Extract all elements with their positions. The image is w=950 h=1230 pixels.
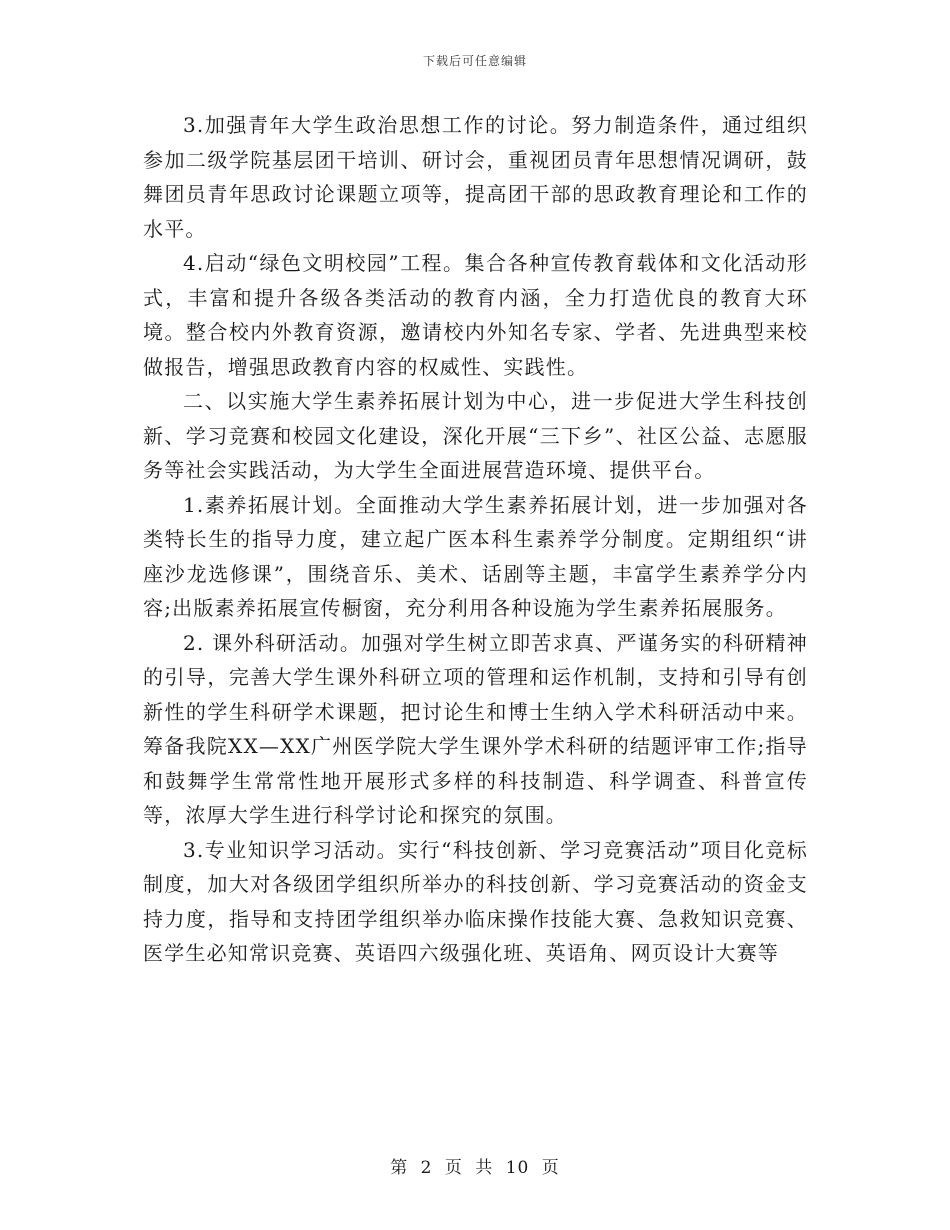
paragraph-3-political-work: 3.加强青年大学生政治思想工作的讨论。努力制造条件，通过组织参加二级学院基层团干培训、研讨会，重视团员青年思想情况调研，鼓舞团员青年思政讨论课题立项等，提高团干部的思政教育理论和工作的水平。: [143, 113, 808, 241]
page-header-note: 下载后可任意编辑: [422, 54, 527, 68]
document-body: [143, 108, 808, 971]
paragraph-section-two: 二、以实施大学生素养拓展计划为中心，进一步促进大学生科技创新、学习竞赛和校园文化建设，深化开展“三下乡”、社区公益、志愿服务等社会实践活动，为大学生全面进展营造环境、提供平台。: [143, 389, 808, 482]
paragraph-3-study-activities: 3.专业知识学习活动。实行“科技创新、学习竞赛活动”项目化竞标制度，加大对各级团学组织所举办的科技创新、学习竞赛活动的资金支持力度，指导和支持团学组织举办临床操作技能大赛、急救知识竞赛、医学生必知常识竞赛、英语四六级强化班、英语角、网页设计大赛等: [143, 837, 808, 965]
page-number-footer: 第 2 页 共 10 页: [390, 1158, 560, 1178]
paragraph-4-green-campus: 4.启动“绿色文明校园”工程。集合各种宣传教育载体和文化活动形式，丰富和提升各级各类活动的教育内涵，全力打造优良的教育大环境。整合校内外教育资源，邀请校内外知名专家、学者、先进典型来校做报告，增强思政教育内容的权威性、实践性。: [143, 251, 808, 379]
paragraph-2-research: 2. 课外科研活动。加强对学生树立即苦求真、严谨务实的科研精神的引导，完善大学生课外科研立项的管理和运作机制，支持和引导有创新性的学生科研学术课题，把讨论生和博士生纳入学术科研活动中来。筹备我院XX—XX广州医学院大学生课外学术科研的结题评审工作;指导和鼓舞学生常常性地开展形式多样的科技制造、科学调查、科普宣传等，浓厚大学生进行科学讨论和探究的氛围。: [143, 630, 808, 827]
paragraph-1-quality-plan: 1.素养拓展计划。全面推动大学生素养拓展计划，进一步加强对各类特长生的指导力度，建立起广医本科生素养学分制度。定期组织“讲座沙龙选修课”，围绕音乐、美术、话剧等主题，丰富学生素养学分内容;出版素养拓展宣传橱窗，充分利用各种设施为学生素养拓展服务。: [143, 492, 808, 620]
